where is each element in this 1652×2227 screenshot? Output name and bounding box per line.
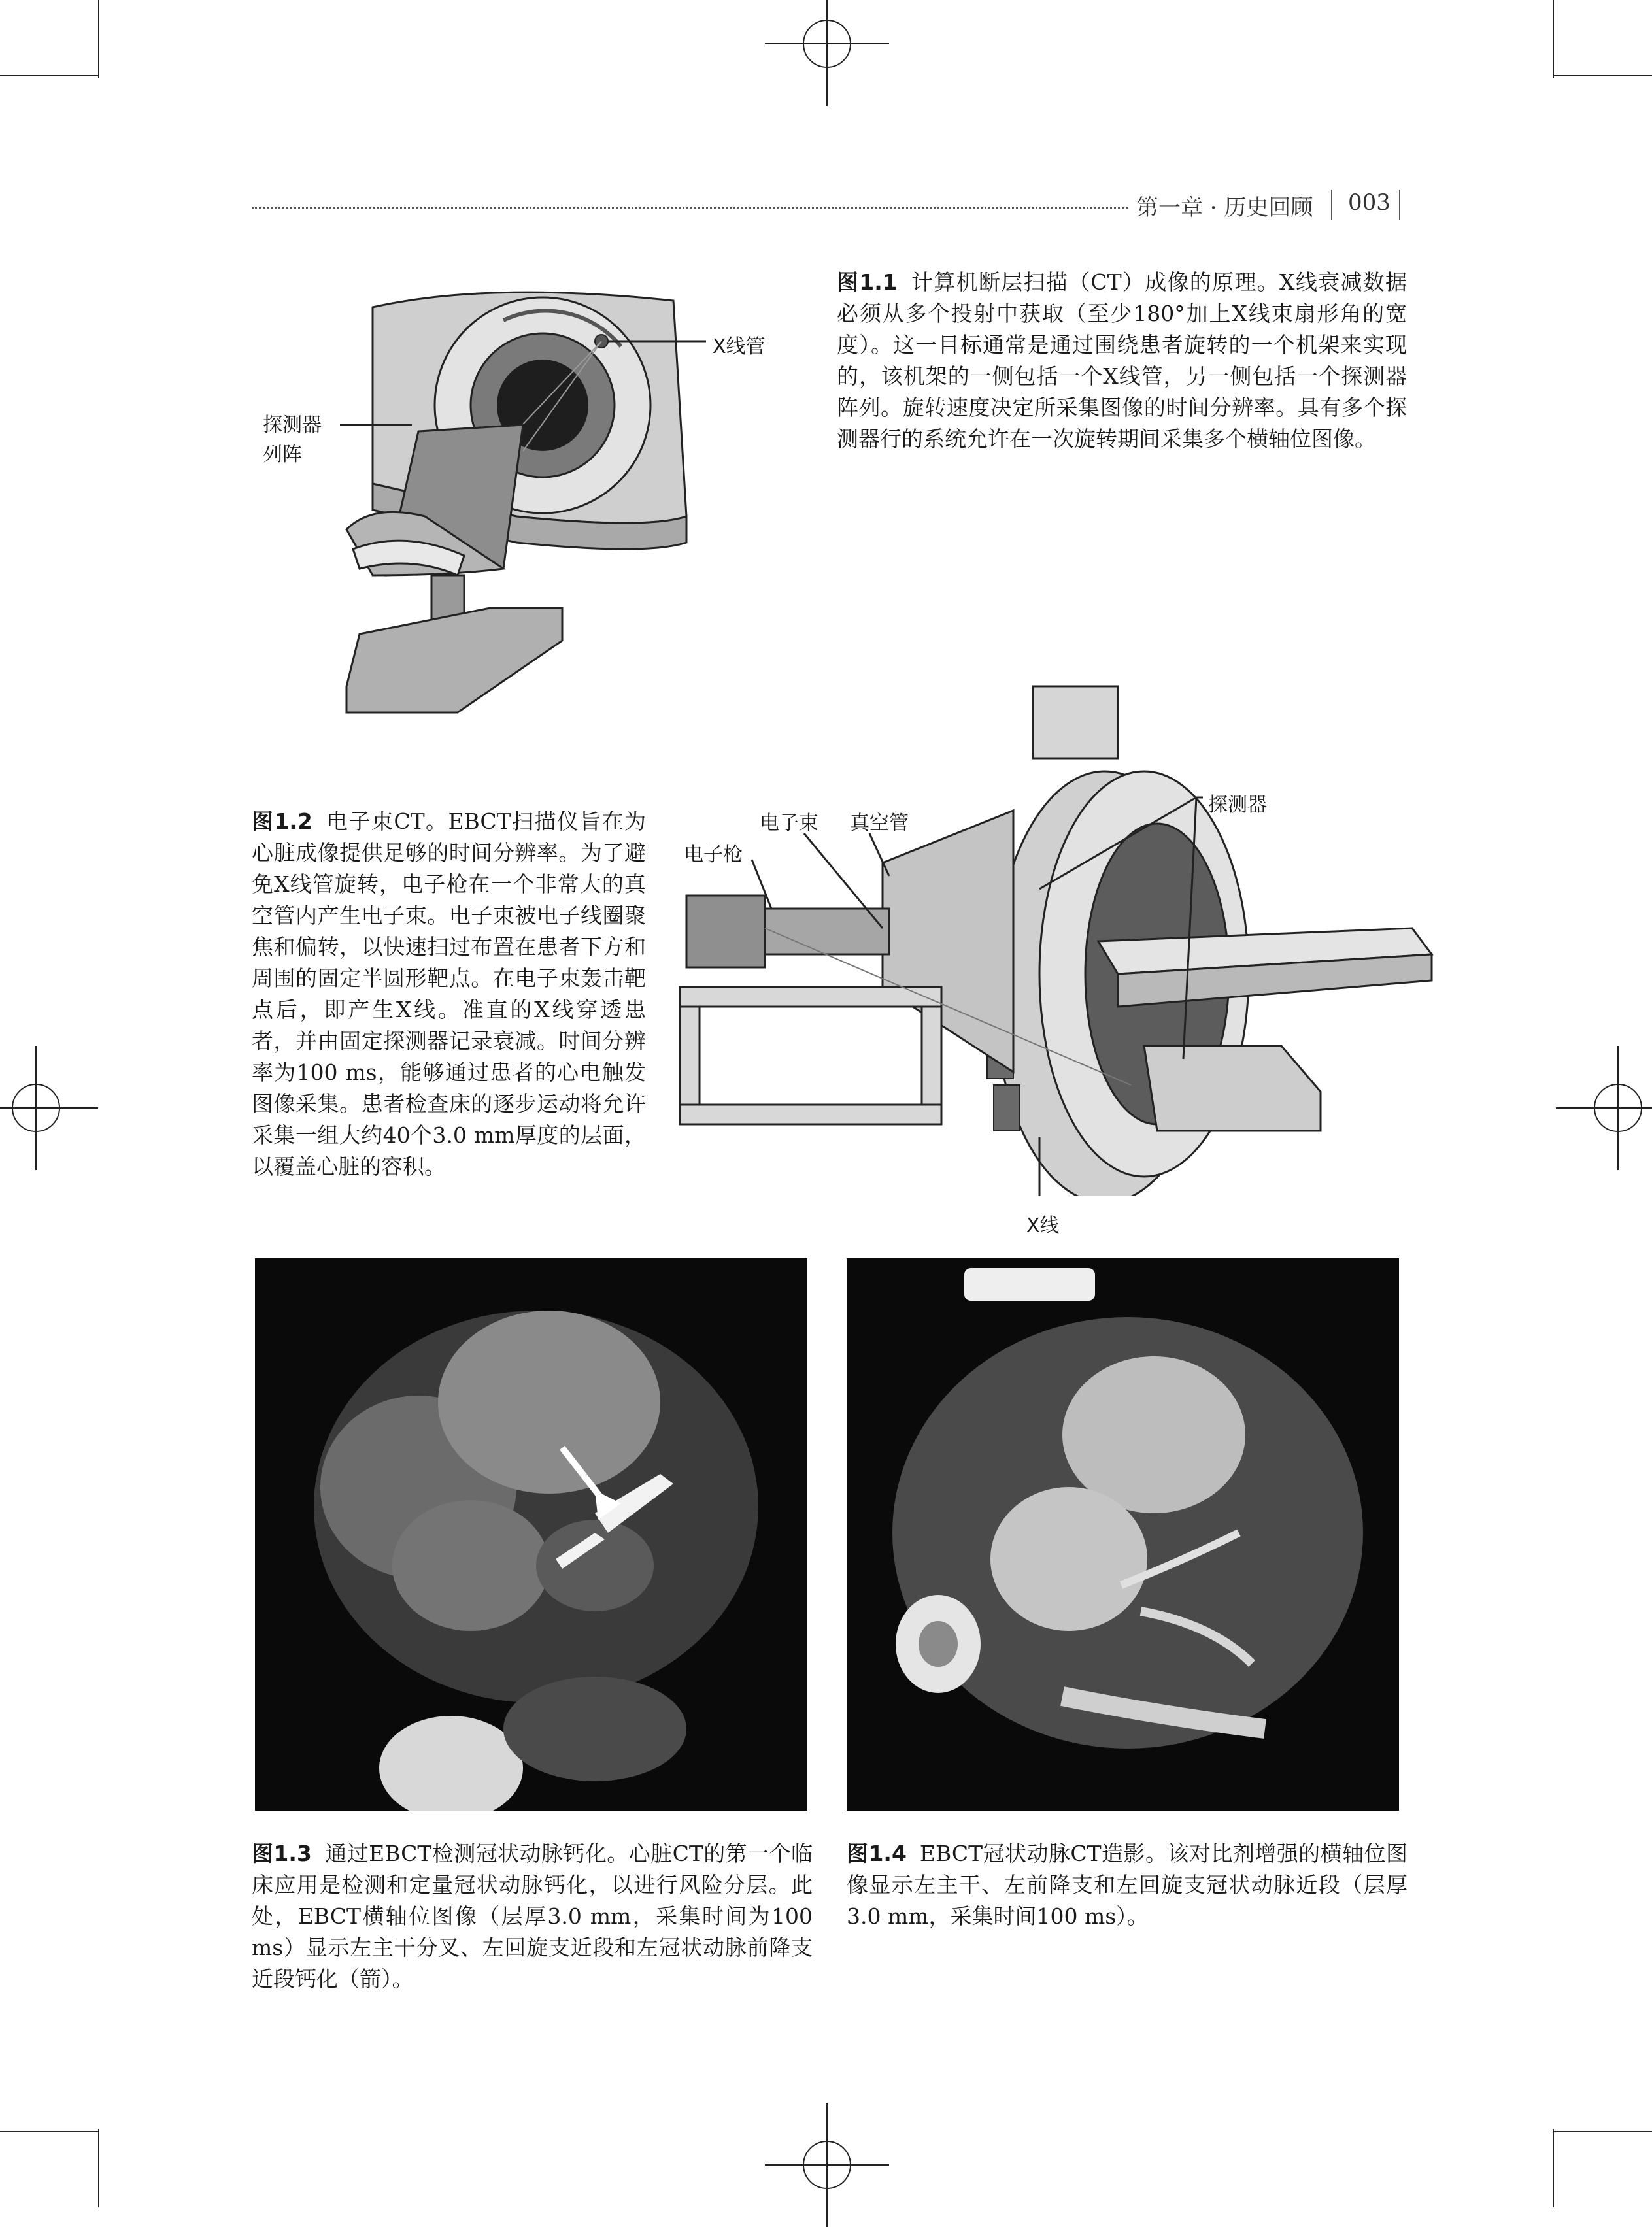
registration-mark (1594, 1084, 1642, 1132)
crop-mark (0, 2131, 98, 2132)
figure-1-2-label: 图1.2 (252, 809, 312, 834)
crop-mark (1554, 75, 1652, 76)
figure-1-3-caption (252, 1838, 813, 1995)
ct-scanner-illustration (255, 268, 778, 726)
detector-label: 探测器 (1208, 794, 1267, 816)
figure-1-1-caption (837, 267, 1407, 455)
xray-label: X线 (1026, 1214, 1060, 1237)
ct-scan-graphic (255, 1258, 807, 1811)
figure-1-2-caption-text: 电子束CT。EBCT扫描仪旨在为心脏成像提供足够的时间分辨率。为了避免X线管旋转，电子枪在一个非常大的真空管内产生电子束。电子束被电子线圈聚焦和偏转，以快速扫过布置在患者下方和周围的固定半圆形靶点。在电子束轰击靶点后，即产生X线。准直的X线穿透患者，并由固定探测器记录衰减。时间分辨率为100 ms，能够通过患者的心电触发图像采集。患者检查床的逐步运动将允许采集一组大约40个3.0 mm厚度的层面，以覆盖心脏的容积。 (252, 809, 646, 1179)
header-divider (1399, 190, 1400, 220)
header-divider (1331, 190, 1332, 220)
ct-angiography-graphic (847, 1258, 1399, 1811)
xray-tube-label: X线管 (713, 335, 766, 358)
crop-mark (98, 2129, 99, 2207)
figure-1-2-caption (252, 806, 646, 1182)
figure-1-1-caption-text: 计算机断层扫描（CT）成像的原理。X线衰减数据必须从多个投射中获取（至少180°加上X线束扇形角的宽度）。这一目标通常是通过围绕患者旋转的一个机架来实现的，该机架的一侧包括一个X线管，另一侧包括一个探测器阵列。旋转速度决定所采集图像的时间分辨率。具有多个探测器行的系统允许在一次旋转期间采集多个横轴位图像。 (837, 269, 1407, 452)
registration-mark (803, 2141, 851, 2189)
detector-array-label-line1: 探测器 (263, 414, 322, 437)
figure-1-1-label: 图1.1 (837, 269, 898, 295)
crop-mark (1554, 2131, 1652, 2132)
detector-array-label-line2: 列阵 (263, 443, 302, 466)
registration-mark (12, 1084, 60, 1132)
header-rule (252, 207, 1128, 209)
running-header-chapter: 第一章 · 历史回顾 (1136, 195, 1313, 221)
vacuum-tube-label: 真空管 (850, 812, 909, 835)
figure-1-3-label: 图1.3 (252, 1841, 312, 1866)
figure-1-3-caption-text: 通过EBCT检测冠状动脉钙化。心脏CT的第一个临床应用是检测和定量冠状动脉钙化，以进行风险分层。此处，EBCT横轴位图像（层厚3.0 mm，采集时间为100 ms）显示左主干分叉、左回旋支近段和左冠状动脉前降支近段钙化（箭）。 (252, 1841, 813, 1992)
crop-mark (98, 0, 99, 78)
figure-1-4-label: 图1.4 (847, 1841, 907, 1866)
crop-mark (0, 75, 98, 76)
registration-mark (803, 20, 851, 68)
ebct-scanner-illustration (673, 680, 1464, 1196)
crop-mark (1553, 0, 1554, 78)
figure-1-4-caption (847, 1838, 1408, 1932)
figure-1-4-caption-text: EBCT冠状动脉CT造影。该对比剂增强的横轴位图像显示左主干、左前降支和左回旋支冠状动脉近段（层厚3.0 mm，采集时间100 ms）。 (847, 1841, 1408, 1929)
ct-image-angiography (847, 1258, 1399, 1811)
electron-gun-label: 电子枪 (684, 843, 743, 866)
ct-image-calcification (255, 1258, 807, 1811)
page-number: 003 (1348, 190, 1391, 216)
crop-mark (1553, 2129, 1554, 2207)
electron-beam-label: 电子束 (760, 812, 818, 835)
